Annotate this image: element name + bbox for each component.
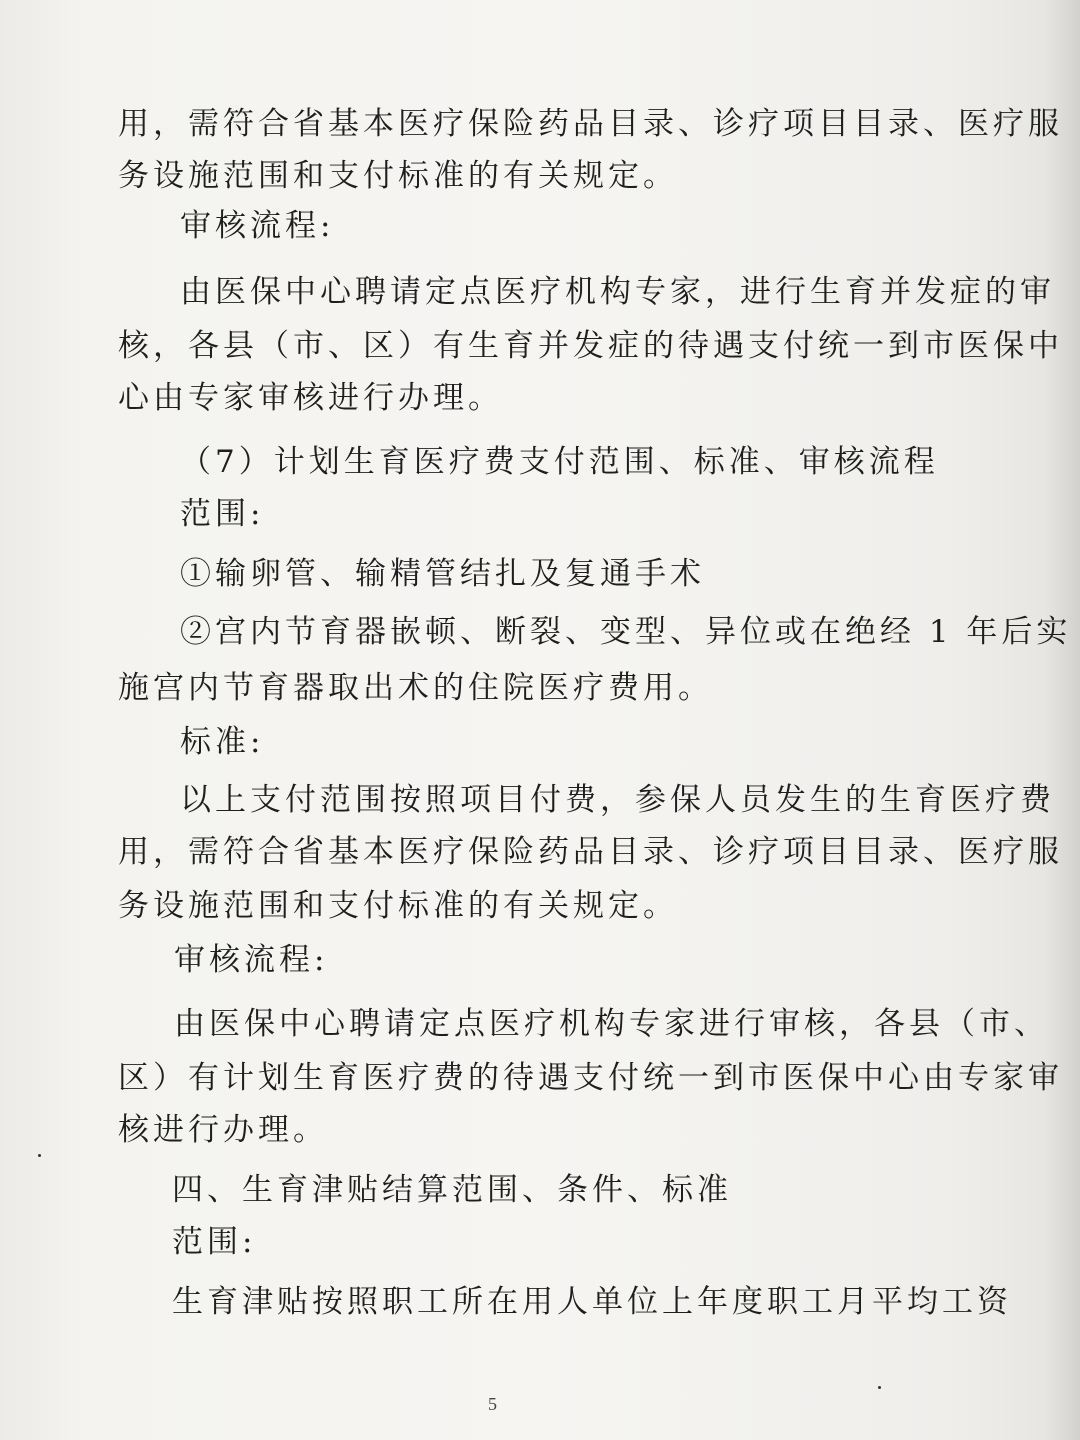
- text-line: 务设施范围和支付标准的有关规定。: [118, 158, 678, 194]
- section-heading: （7）计划生育医疗费支付范围、标准、审核流程: [180, 444, 939, 480]
- text-line: 核进行办理。: [118, 1112, 328, 1148]
- text-line: 由医保中心聘请定点医疗机构专家进行审核，各县（市、: [174, 1006, 1049, 1042]
- paper-speck: [38, 1154, 41, 1157]
- section-heading: 四、生育津贴结算范围、条件、标准: [172, 1172, 732, 1208]
- text-line: 生育津贴按照职工所在用人单位上年度职工月平均工资: [172, 1284, 1012, 1320]
- page-number: 5: [488, 1394, 497, 1414]
- text-line: 心由专家审核进行办理。: [118, 380, 503, 416]
- section-heading: 范围:: [180, 496, 265, 532]
- list-item: ①输卵管、输精管结扎及复通手术: [180, 556, 705, 592]
- text-line: 施宫内节育器取出术的住院医疗费用。: [118, 670, 713, 706]
- paper-speck: [878, 1386, 881, 1389]
- text-line: 由医保中心聘请定点医疗机构专家，进行生育并发症的审: [180, 274, 1055, 310]
- section-heading: 审核流程:: [174, 942, 329, 978]
- text-line: 以上支付范围按照项目付费，参保人员发生的生育医疗费: [180, 782, 1055, 818]
- text-line: 用，需符合省基本医疗保险药品目录、诊疗项目目录、医疗服: [118, 106, 1063, 142]
- section-heading: 范围:: [172, 1224, 257, 1260]
- text-line: 用，需符合省基本医疗保险药品目录、诊疗项目目录、医疗服: [118, 834, 1063, 870]
- text-line: 核，各县（市、区）有生育并发症的待遇支付统一到市医保中: [118, 328, 1063, 364]
- text-line: 区）有计划生育医疗费的待遇支付统一到市医保中心由专家审: [118, 1060, 1063, 1096]
- section-heading: 标准:: [180, 724, 265, 760]
- section-heading: 审核流程:: [180, 208, 335, 244]
- list-item: ②宫内节育器嵌顿、断裂、变型、异位或在绝经 1 年后实: [180, 614, 1072, 650]
- text-line: 务设施范围和支付标准的有关规定。: [118, 888, 678, 924]
